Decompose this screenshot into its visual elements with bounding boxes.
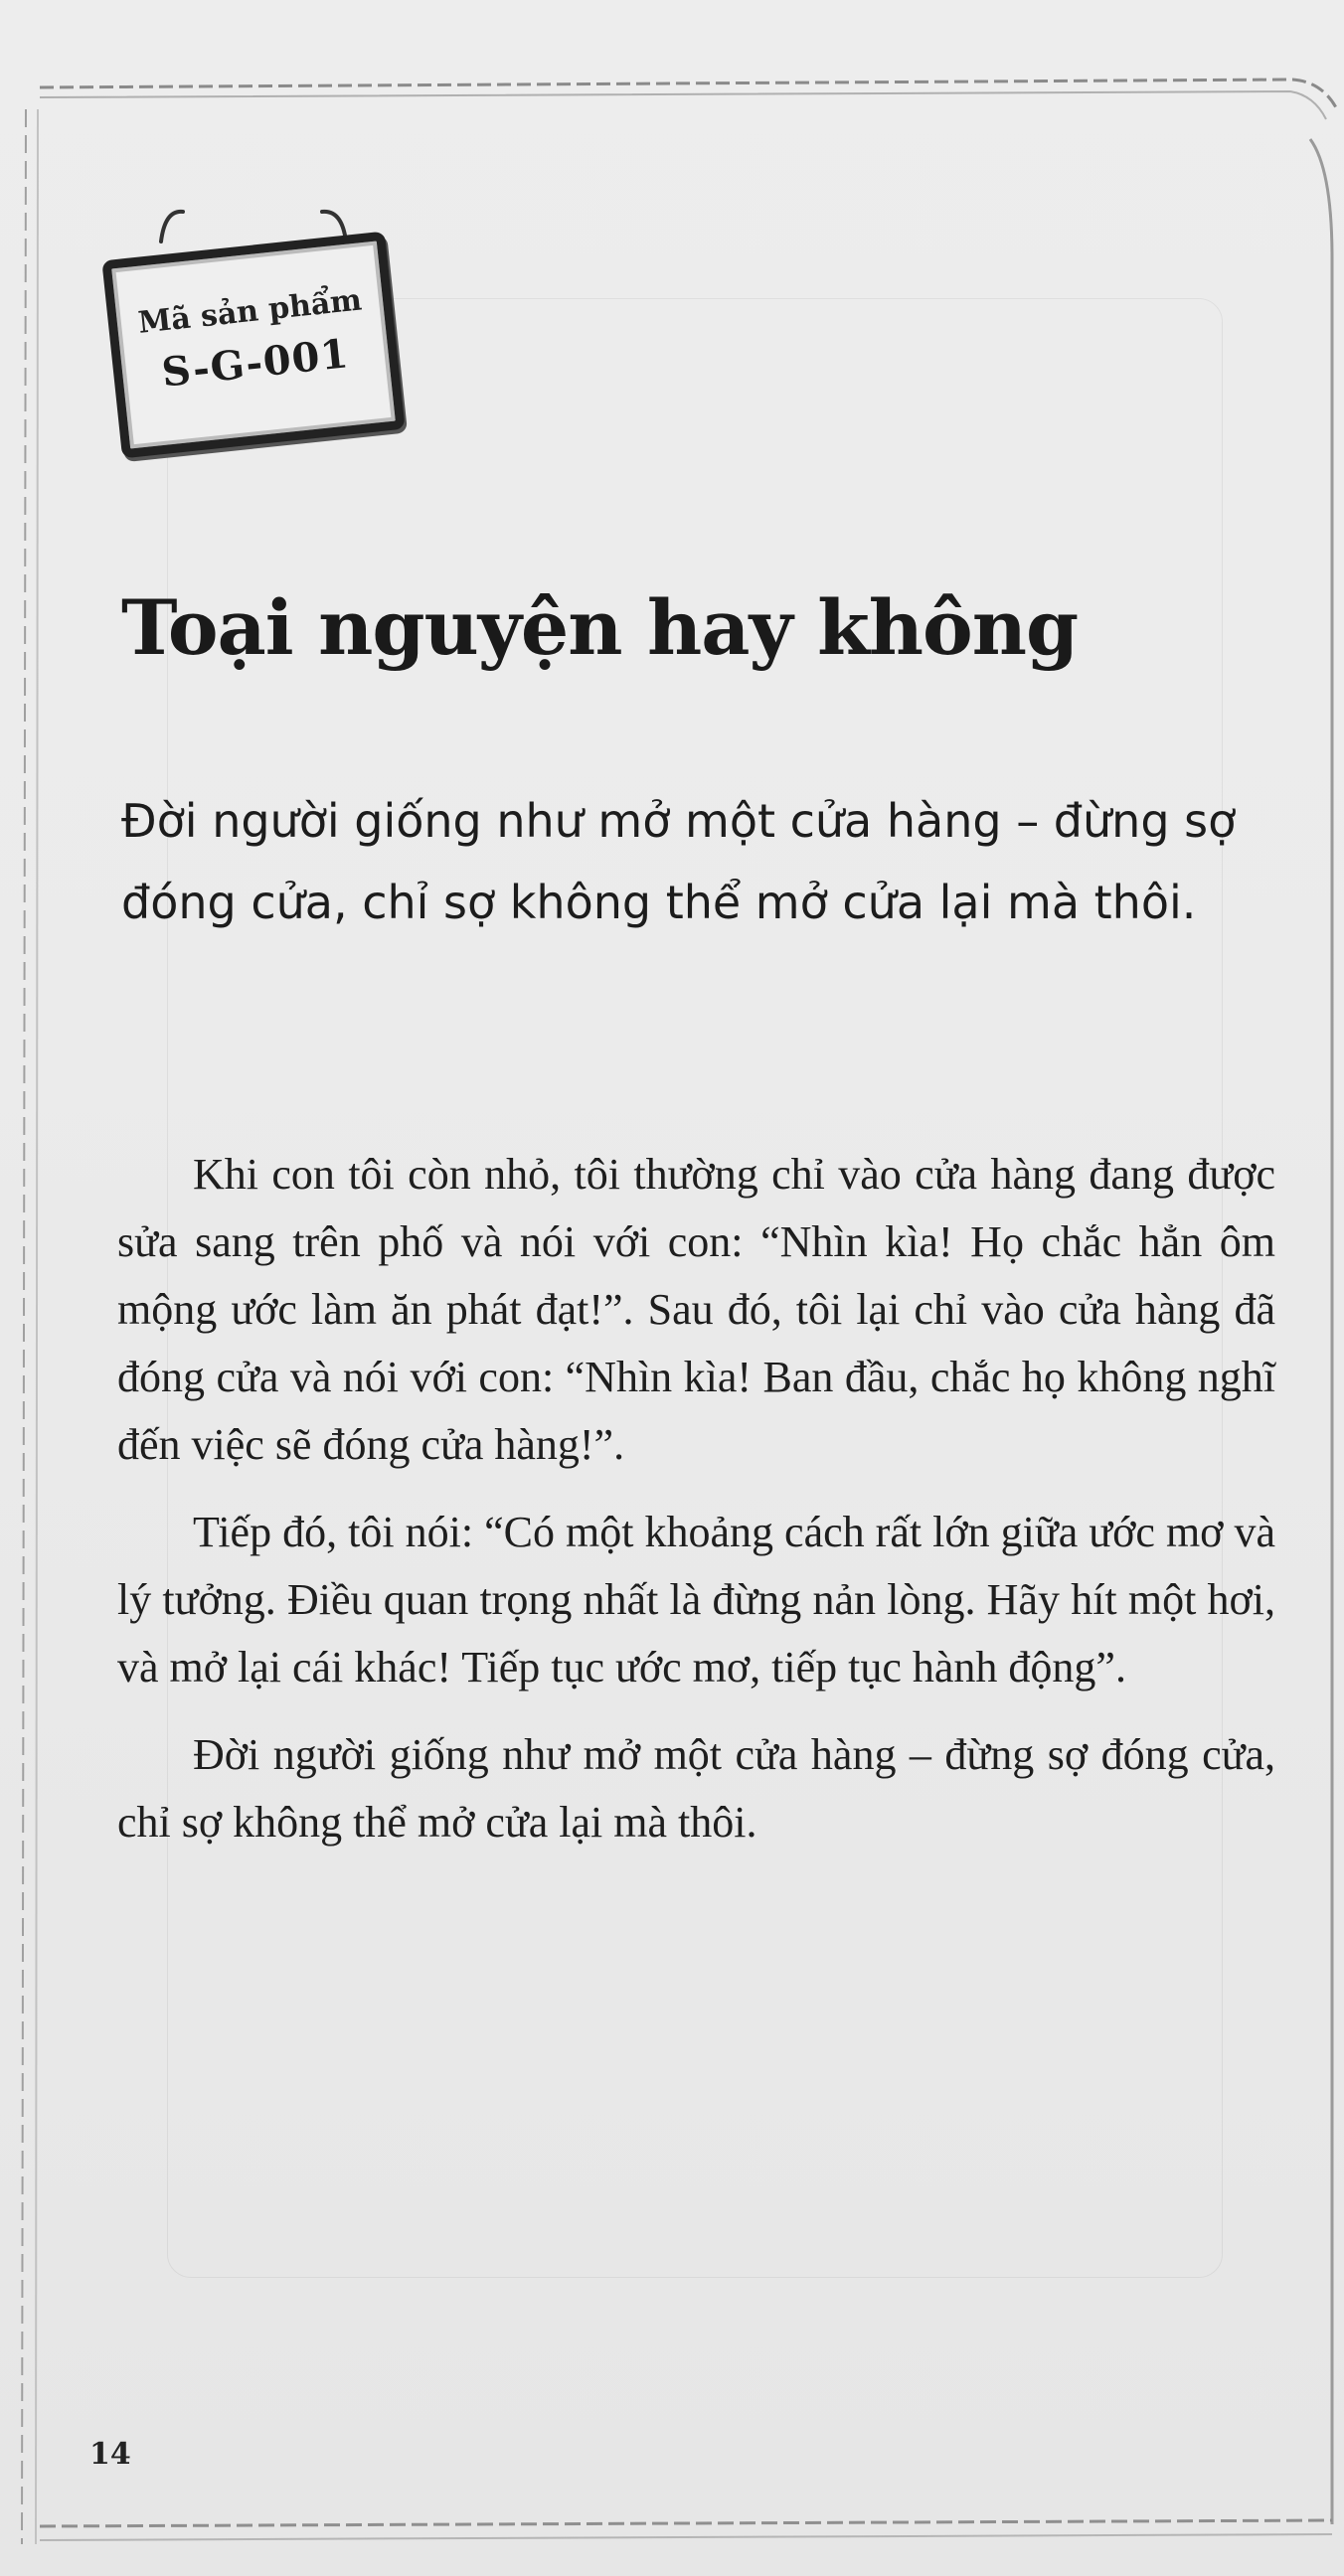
sign-label: Mã sản phẩm [136, 282, 364, 341]
paragraph: Khi con tôi còn nhỏ, tôi thường chỉ vào cửa hàng đang được sửa sang trên phố và nói với con: “Nhìn kìa! Họ chắc hẳn ôm mộng ước làm ăn phát đạt!”. Sau đó, tôi lại chỉ vào cửa hàng đã đóng cửa và nói với con: “Nhìn kìa! Ban đầu, chắc họ không nghĩ đến việc sẽ đóng cửa hàng!”. [117, 1150, 1275, 1469]
page-title: Toại nguyện hay không [121, 583, 1079, 672]
sign-frame [101, 232, 405, 459]
sign-hook-icon [153, 204, 193, 243]
product-code: S-G-001 [159, 330, 352, 397]
page-number: 14 [89, 2437, 131, 2472]
epigraph-quote: Đời người giống như mở một cửa hàng – đừng sợ đóng cửa, chỉ sợ không thể mở cửa lại mà thôi. [121, 794, 1237, 929]
paragraph: Đời người giống như mở một cửa hàng – đừng sợ đóng cửa, chỉ sợ không thể mở cửa lại mà thôi. [117, 1730, 1275, 1847]
product-code-sign [103, 204, 402, 457]
paragraph: Tiếp đó, tôi nói: “Có một khoảng cách rất lớn giữa ước mơ và lý tưởng. Điều quan trọng nhất là đừng nản lòng. Hãy hít một hơi, và mở lại cái khác! Tiếp tục ước mơ, tiếp tục hành động”. [117, 1508, 1275, 1691]
body-text [117, 1141, 1275, 1876]
